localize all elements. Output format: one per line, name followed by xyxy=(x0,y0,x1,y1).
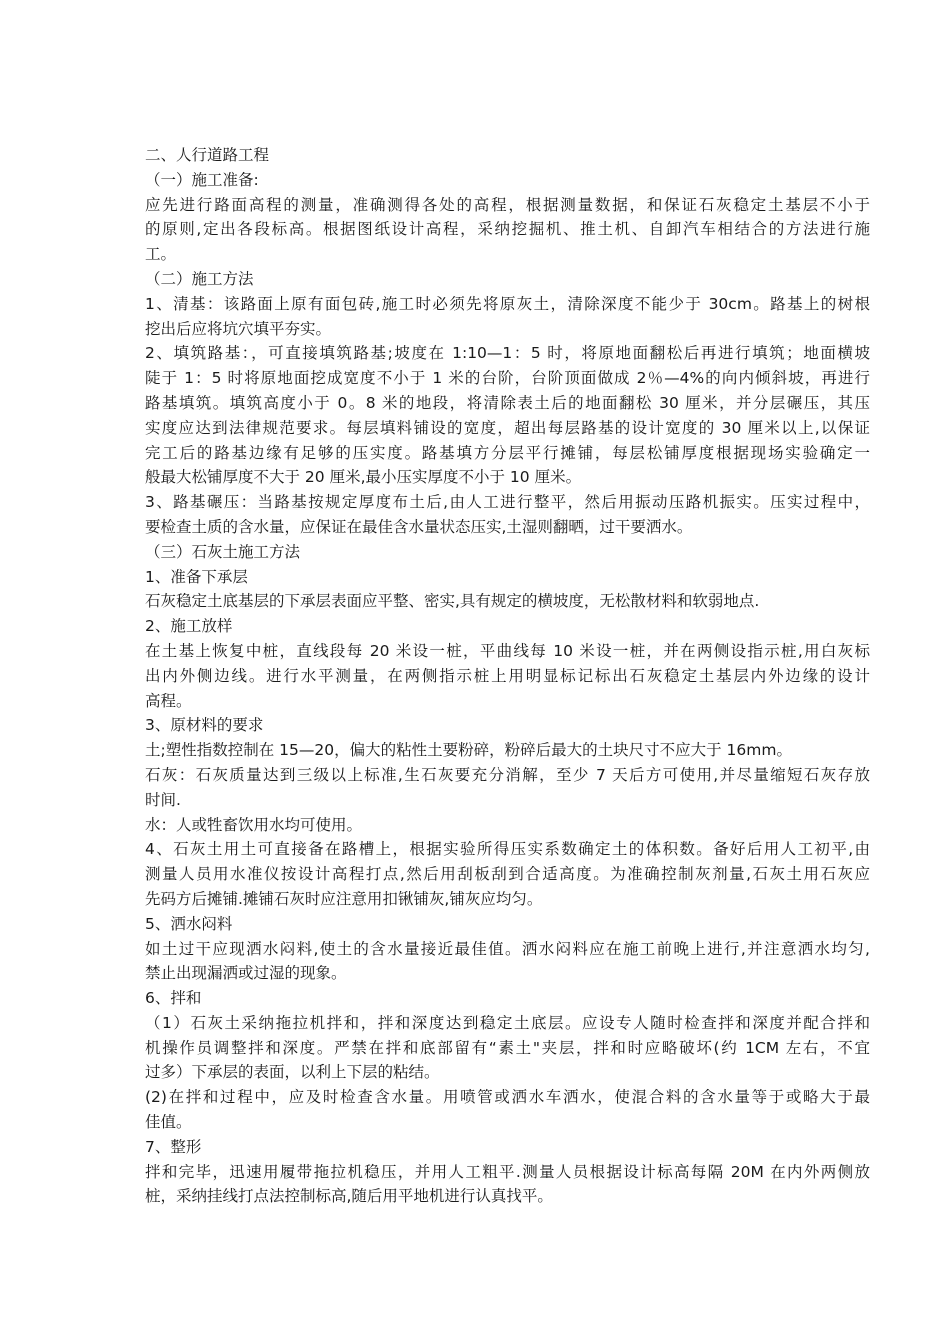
text-line: 完工后的路基边缘有足够的压实度。路基填方分层平行摊铺，每层松铺厚度根据现场实验确定一 xyxy=(145,443,870,462)
text-line: 二、人行道路工程 xyxy=(145,146,270,164)
text-line: 2、施工放样 xyxy=(145,617,233,636)
text-line: 禁止出现漏洒或过湿的现象。 xyxy=(145,964,347,983)
text-line: 陡于 1：5 时将原地面挖成宽度不小于 1 米的台阶，台阶顶面做成 2％—4%的向内倾斜坡，再进行 xyxy=(145,369,870,388)
text-line: 土;塑性指数控制在 15—20，偏大的粘性土要粉碎，粉碎后最大的土块尺寸不应大于 16mm。 xyxy=(145,741,792,760)
text-line: (2)在拌和过程中，应及时检查含水量。用喷管或洒水车洒水，使混合料的含水量等于或略大于最 xyxy=(145,1088,870,1107)
text-line: 1、清基：该路面上原有面包砖,施工时必须先将原灰土，清除深度不能少于 30cm。路基上的树根 xyxy=(145,294,870,313)
text-line: 3、原材料的要求 xyxy=(145,716,264,735)
text-line: 时间. xyxy=(145,790,181,809)
text-line: 1、准备下承层 xyxy=(145,567,248,586)
text-line: 如土过干应现洒水闷料,使土的含水量接近最佳值。洒水闷料应在施工前晚上进行,并注意洒水均匀, xyxy=(145,939,870,958)
text-line: 佳值。 xyxy=(145,1113,192,1132)
text-line: 要检查土质的含水量，应保证在最佳含水量状态压实,土湿则翻晒，过干要洒水。 xyxy=(145,517,693,536)
text-line: 6、拌和 xyxy=(145,989,202,1008)
text-line: 应先进行路面高程的测量，准确测得各处的高程，根据测量数据，和保证石灰稳定土基层不小于 xyxy=(145,195,870,214)
text-line: 高程。 xyxy=(145,691,192,710)
text-line: 实度应达到法律规范要求。每层填料铺设的宽度，超出每层路基的设计宽度的 30 厘米以上,以保证 xyxy=(145,418,870,437)
text-line: 在土基上恢复中桩，直线段每 20 米设一桩，平曲线每 10 米设一桩，并在两侧设指示桩,用白灰标 xyxy=(145,641,870,660)
text-line: （三）石灰土施工方法 xyxy=(145,542,301,561)
text-line: 拌和完毕，迅速用履带拖拉机稳压，并用人工粗平.测量人员根据设计标高每隔 20M 在内外两侧放 xyxy=(145,1162,870,1181)
text-line: 般最大松铺厚度不大于 20 厘米,最小压实厚度不小于 10 厘米。 xyxy=(145,468,582,487)
text-line: 7、整形 xyxy=(145,1137,202,1156)
text-line: 水：人或牲畜饮用水均可使用。 xyxy=(145,815,363,834)
text-line: 石灰稳定土底基层的下承层表面应平整、密实,具有规定的横坡度，无松散材料和软弱地点. xyxy=(145,592,760,611)
text-line: 3、路基碾压：当路基按规定厚度布土后,由人工进行整平，然后用振动压路机振实。压实过程中， xyxy=(145,493,870,512)
text-line: 先码方后摊铺.摊铺石灰时应注意用扣锹铺灰,铺灰应均匀。 xyxy=(145,889,543,908)
text-line: 5、洒水闷料 xyxy=(145,914,233,933)
text-line: 挖出后应将坑穴填平夯实。 xyxy=(145,319,332,338)
text-line: 工。 xyxy=(145,245,177,264)
text-line: （1）石灰土采纳拖拉机拌和，拌和深度达到稳定土底层。应设专人随时检查拌和深度并配合拌和 xyxy=(145,1013,870,1032)
text-line: 石灰：石灰质量达到三级以上标准,生石灰要充分消解，至少 7 天后方可使用,并尽量缩短石灰存放 xyxy=(145,765,870,784)
text-line: （一）施工准备: xyxy=(145,170,259,189)
text-line: 出内外侧边线。进行水平测量，在两侧指示桩上用明显标记标出石灰稳定土基层内外边缘的设计 xyxy=(145,666,870,685)
text-line: 过多）下承层的表面，以利上下层的粘结。 xyxy=(145,1063,440,1082)
text-line: 4、石灰土用土可直接备在路槽上，根据实验所得压实系数确定土的体积数。备好后用人工初平,由 xyxy=(145,840,870,859)
text-line: （二）施工方法 xyxy=(145,269,254,288)
text-line: 2、填筑路基：，可直接填筑路基;坡度在 1:10—1：5 时，将原地面翻松后再进行填筑；地面横坡 xyxy=(145,344,870,363)
text-line: 路基填筑。填筑高度小于 0。8 米的地段，将清除表土后的地面翻松 30 厘米，并分层碾压，其压 xyxy=(145,393,870,412)
text-line: 机操作员调整拌和深度。严禁在拌和底部留有“素土"夹层，拌和时应略破坏(约 1CM 左右，不宜 xyxy=(145,1038,870,1057)
text-line: 的原则,定出各段标高。根据图纸设计高程，采纳挖掘机、推土机、自卸汽车相结合的方法进行施 xyxy=(145,220,870,239)
text-line: 测量人员用水准仪按设计高程打点,然后用刮板刮到合适高度。为准确控制灰剂量,石灰土用石灰应 xyxy=(145,865,870,884)
text-line: 桩，采纳挂线打点法控制标高,随后用平地机进行认真找平。 xyxy=(145,1187,553,1206)
document-body xyxy=(145,143,870,1209)
